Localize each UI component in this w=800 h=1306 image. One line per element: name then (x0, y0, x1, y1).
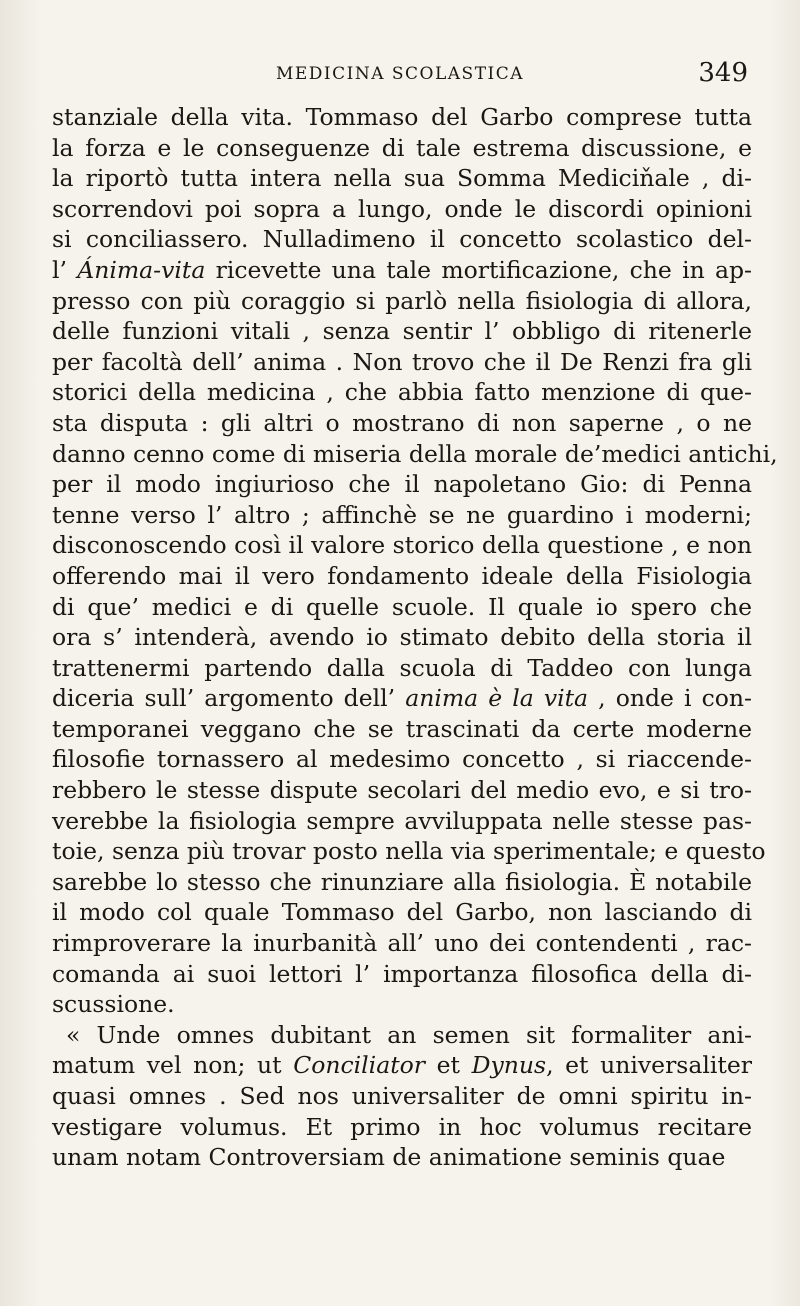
text-line (52, 836, 766, 867)
text-run: comanda ai suoi lettori l’ importanza filosofica della di- (52, 959, 752, 988)
text-line (52, 1020, 752, 1051)
text-line (52, 928, 752, 959)
text-run: la riportò tutta intera nella sua Somma Mediciňale , di- (52, 164, 752, 193)
text-line (52, 316, 752, 347)
text-run: rimproverare la inurbanità all’ uno dei contendenti , rac- (52, 929, 752, 958)
text-line (52, 959, 752, 990)
text-line (52, 867, 752, 898)
running-head (50, 58, 750, 94)
text-run: delle funzioni vitali , senza sentir l’ obbligo di ritenerle (52, 317, 752, 346)
text-run: temporanei veggano che se trascinati da certe moderne (52, 714, 752, 743)
text-run: di que’ medici e di quelle scuole. Il quale io spero che (52, 592, 752, 621)
text-run: stanziale della vita. Tommaso del Garbo comprese tutta (52, 103, 752, 131)
page-number: 349 (698, 58, 748, 88)
text-run: l’ (52, 255, 78, 284)
text-line (52, 1081, 752, 1112)
italic-run: Dynus (471, 1051, 547, 1080)
text-line (52, 1050, 752, 1081)
text-run: presso con più coraggio si parlò nella fisiologia di allora, (52, 286, 752, 315)
text-line (52, 408, 752, 439)
text-run: , et universaliter (546, 1051, 752, 1080)
text-line (52, 683, 752, 714)
text-line (52, 744, 752, 775)
text-run: la forza e le conseguenze di tale estrema discussione, e (52, 133, 752, 162)
text-run: et (425, 1051, 472, 1080)
running-title: MEDICINA SCOLASTICA (275, 64, 525, 84)
text-line (52, 806, 752, 837)
text-line (52, 469, 752, 500)
text-line (52, 347, 752, 378)
text-line (52, 439, 778, 470)
text-line (52, 102, 752, 133)
text-run: diceria sull’ argomento dell’ (52, 684, 406, 713)
text-run: storici della medicina , che abbia fatto menzione di que- (52, 378, 752, 407)
text-line (52, 653, 752, 684)
text-run: sta disputa : gli altri o mostrano di non saperne , o ne (52, 408, 752, 437)
text-line (52, 377, 752, 408)
italic-run: Conciliator (293, 1051, 426, 1080)
text-run: « Unde omnes dubitant an semen sit formaliter ani- (66, 1020, 752, 1049)
text-line (52, 714, 752, 745)
text-line (52, 897, 752, 928)
text-line (52, 286, 752, 317)
text-run: per facoltà dell’ anima . Non trovo che il De Renzi fra gli (52, 347, 752, 376)
text-line (52, 592, 752, 623)
text-line (52, 224, 752, 255)
text-line (52, 989, 752, 1020)
text-line (52, 133, 752, 164)
text-line (52, 255, 752, 286)
text-line (52, 1112, 752, 1143)
text-run: scorrendovi poi sopra a lungo, onde le discordi opinioni (52, 194, 752, 223)
text-line (52, 561, 752, 592)
text-run: offerendo mai il vero fondamento ideale della Fisiologia (52, 561, 752, 590)
text-run: rebbero le stesse dispute secolari del medio evo, e si tro- (52, 776, 752, 805)
text-line (52, 194, 752, 225)
text-line (52, 622, 752, 653)
text-run: per il modo ingiurioso che il napoletano Gio: di Penna (52, 470, 752, 499)
text-run: verebbe la fisiologia sempre avviluppata nelle stesse pas- (52, 806, 752, 835)
text-run: tenne verso l’ altro ; affinchè se ne guardino i moderni; (52, 500, 752, 529)
text-run: danno cenno come di miseria della morale de’medici antichi, (52, 439, 778, 468)
text-run: filosofie tornassero al medesimo concetto , si riaccende- (52, 745, 752, 774)
text-line (52, 500, 752, 531)
text-run: disconoscendo così il valore storico della questione , e non (52, 531, 752, 560)
text-run: si conciliassero. Nulladimeno il concetto scolastico del- (52, 225, 752, 254)
text-line (52, 1142, 752, 1173)
text-line (52, 163, 752, 194)
italic-run: Ánima-vita (77, 255, 206, 284)
text-run: unam notam Controversiam de animatione seminis quae (52, 1143, 726, 1172)
text-run: trattenermi partendo dalla scuola di Taddeo con lunga (52, 653, 752, 682)
text-run: quasi omnes . Sed nos universaliter de omni spiritu in- (52, 1082, 752, 1110)
text-run: toie, senza più trovar posto nella via sperimentale; e questo (52, 837, 766, 866)
text-run: scussione. (52, 990, 175, 1019)
text-run: vestigare volumus. Et primo in hoc volumus recitare (52, 1112, 752, 1141)
text-run: sarebbe lo stesso che rinunziare alla fisiologia. È notabile (52, 867, 752, 896)
body-text (52, 102, 778, 1173)
italic-run: anima è la vita (405, 684, 589, 713)
text-run: ricevette una tale mortificazione, che in ap- (205, 255, 752, 284)
text-line (52, 775, 752, 806)
text-line (52, 530, 752, 561)
text-run: il modo col quale Tommaso del Garbo, non lasciando di (52, 898, 752, 927)
text-run: ora s’ intenderà, avendo io stimato debito della storia il (52, 623, 752, 652)
text-run: matum vel non; ut (52, 1051, 294, 1080)
text-run: , onde i con- (588, 684, 752, 713)
